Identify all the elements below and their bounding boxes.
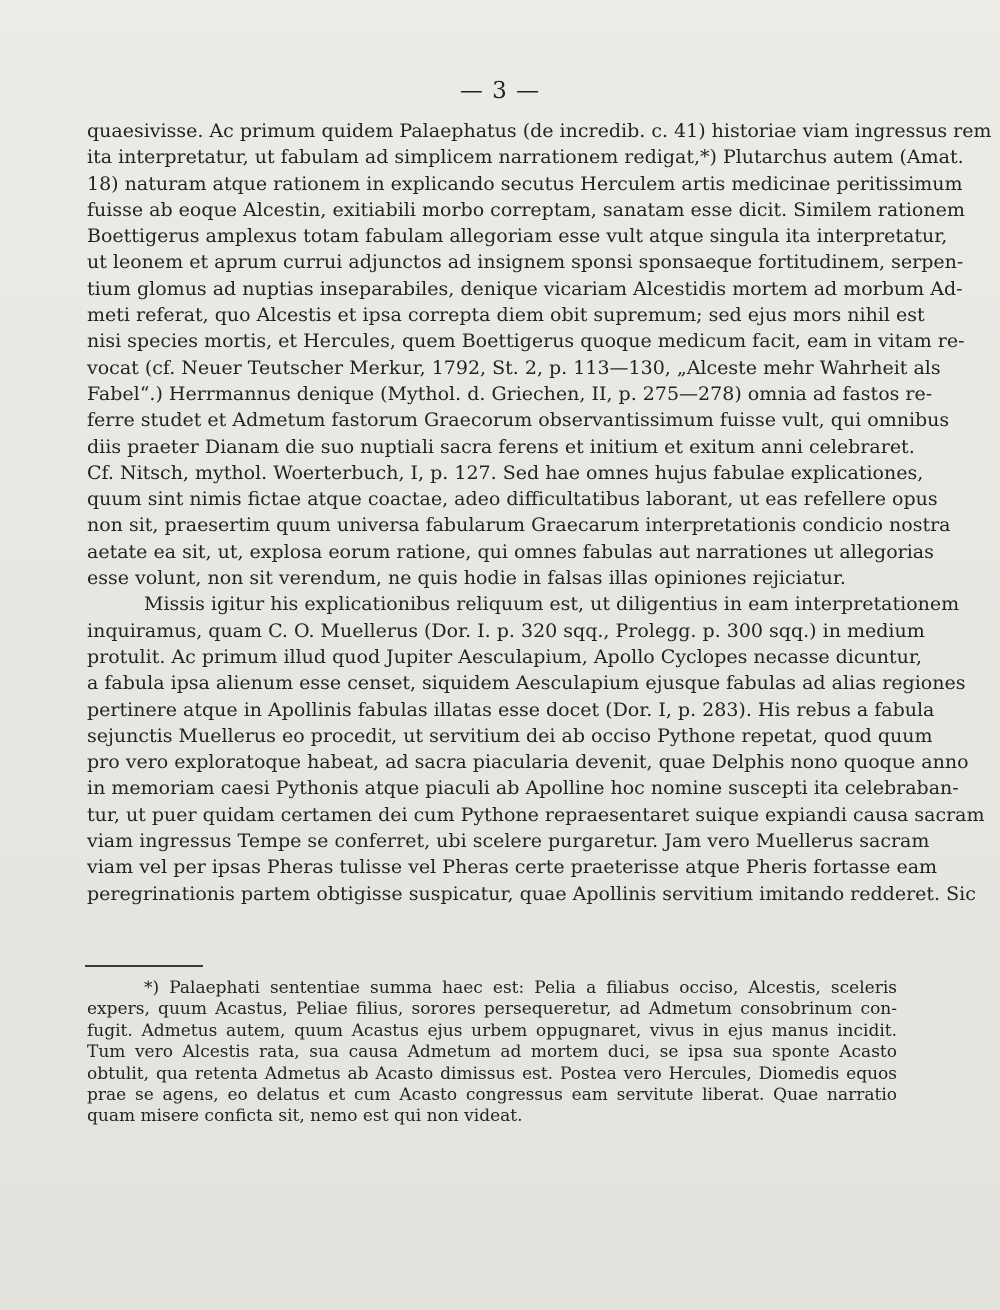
main-text	[87, 118, 992, 907]
text-line: in memoriam caesi Pythonis atque piaculi ab Apolline hoc nomine suscepti ita celebraban-	[87, 777, 959, 800]
text-line: Boettigerus amplexus totam fabulam allegoriam esse vult atque singula ita interpretatur,	[87, 225, 948, 248]
text-line: tur, ut puer quidam certamen dei cum Pythone repraesentaret suique expiandi causa sacram	[87, 803, 985, 826]
text-line: ferre studet et Admetum fastorum Graecorum observantissimum fuisse vult, qui omnibus	[87, 409, 950, 432]
text-line: pertinere atque in Apollinis fabulas illatas esse docet (Dor. I, p. 283). His rebus a fabula	[87, 698, 935, 721]
text-line: a fabula ipsa alienum esse censet, siquidem Aesculapium ejusque fabulas ad alias regiones	[87, 672, 966, 695]
footnote-line: obtulit, qua retenta Admetus ab Acasto dimissus est. Postea vero Hercules, Diomedis equos	[87, 1063, 897, 1084]
text-line: fuisse ab eoque Alcestin, exitiabili morbo correptam, sanatam esse dicit. Similem rationem	[87, 198, 965, 221]
text-line: aetate ea sit, ut, explosa eorum ratione, qui omnes fabulas aut narrationes ut allegorias	[87, 540, 934, 563]
footnote-line: *) Palaephati sententiae summa haec est: Pelia a filiabus occiso, Alcestis, sceleris	[144, 978, 897, 998]
text-line: peregrinationis partem obtigisse suspicatur, quae Apollinis servitium imitando redderet. Sic	[87, 882, 976, 905]
text-line: sejunctis Muellerus eo procedit, ut servitium dei ab occiso Pythone repetat, quod quum	[87, 724, 933, 747]
footnote-line: prae se agens, eo delatus et cum Acasto congressus eam servitute liberat. Quae narratio	[87, 1084, 897, 1105]
text-line: inquiramus, quam C. O. Muellerus (Dor. I. p. 320 sqq., Prolegg. p. 300 sqq.) in medium	[87, 619, 925, 642]
text-line: quaesivisse. Ac primum quidem Palaephatus (de incredib. c. 41) historiae viam ingressus rem	[87, 120, 992, 142]
footnote-line: Tum vero Alcestis rata, sua causa Admetum ad mortem duci, se ipsa sua sponte Acasto	[87, 1042, 897, 1063]
text-line: esse volunt, non sit verendum, ne quis hodie in falsas illas opiniones rejiciatur.	[87, 567, 846, 590]
footnote-line: fugit. Admetus autem, quum Acastus ejus urbem oppugnaret, vivus in ejus manus incidit.	[87, 1020, 897, 1041]
text-line: diis praeter Dianam die suo nuptiali sacra ferens et initium et exitum anni celebraret.	[87, 435, 915, 458]
text-line: meti referat, quo Alcestis et ipsa correpta diem obit supremum; sed ejus mors nihil est	[87, 304, 925, 327]
text-line: tium glomus ad nuptias inseparabiles, denique vicariam Alcestidis mortem ad morbum Ad-	[87, 277, 963, 300]
footnote-divider	[85, 965, 203, 967]
text-line: pro vero exploratoque habeat, ad sacra piacularia devenit, quae Delphis nono quoque anno	[87, 751, 969, 774]
text-line: ita interpretatur, ut fabulam ad simplicem narrationem redigat,*) Plutarchus autem (Amat.	[87, 146, 964, 169]
text-line: 18) naturam atque rationem in explicando secutus Herculem artis medicinae peritissimum	[87, 172, 963, 195]
text-line: viam vel per ipsas Pheras tulisse vel Pheras certe praeterisse atque Pheris fortasse eam	[87, 856, 938, 879]
footnote	[87, 978, 897, 1128]
text-line: quum sint nimis fictae atque coactae, adeo difficultatibus laborant, ut eas refellere opus	[87, 488, 938, 511]
text-line: viam ingressus Tempe se conferret, ubi scelere purgaretur. Jam vero Muellerus sacram	[87, 830, 930, 853]
text-line: Cf. Nitsch, mythol. Woerterbuch, I, p. 127. Sed hae omnes hujus fabulae explicationes,	[87, 461, 924, 484]
text-line: Fabel“.) Herrmannus denique (Mythol. d. Griechen, II, p. 275—278) omnia ad fastos re-	[87, 382, 933, 405]
footnote-line: expers, quum Acastus, Peliae filius, sorores persequeretur, ad Admetum consobrinum con-	[87, 999, 897, 1020]
text-line: protulit. Ac primum illud quod Jupiter Aesculapium, Apollo Cyclopes necasse dicuntur,	[87, 645, 922, 668]
text-line: ut leonem et aprum currui adjunctos ad insignem sponsi sponsaeque fortitudinem, serpen-	[87, 251, 964, 274]
text-line: vocat (cf. Neuer Teutscher Merkur, 1792, St. 2, p. 113—130, „Alceste mehr Wahrheit als	[87, 356, 941, 379]
page-number: — 3 —	[459, 78, 541, 104]
text-line: nisi species mortis, et Hercules, quem Boettigerus quoque medicum facit, eam in vitam re-	[87, 330, 965, 353]
paragraph-start-line: Missis igitur his explicationibus reliquum est, ut diligentius in eam interpretationem	[144, 593, 960, 616]
text-line: non sit, praesertim quum universa fabularum Graecarum interpretationis condicio nostra	[87, 514, 951, 537]
footnote-line: quam misere conficta sit, nemo est qui non videat.	[87, 1106, 523, 1127]
